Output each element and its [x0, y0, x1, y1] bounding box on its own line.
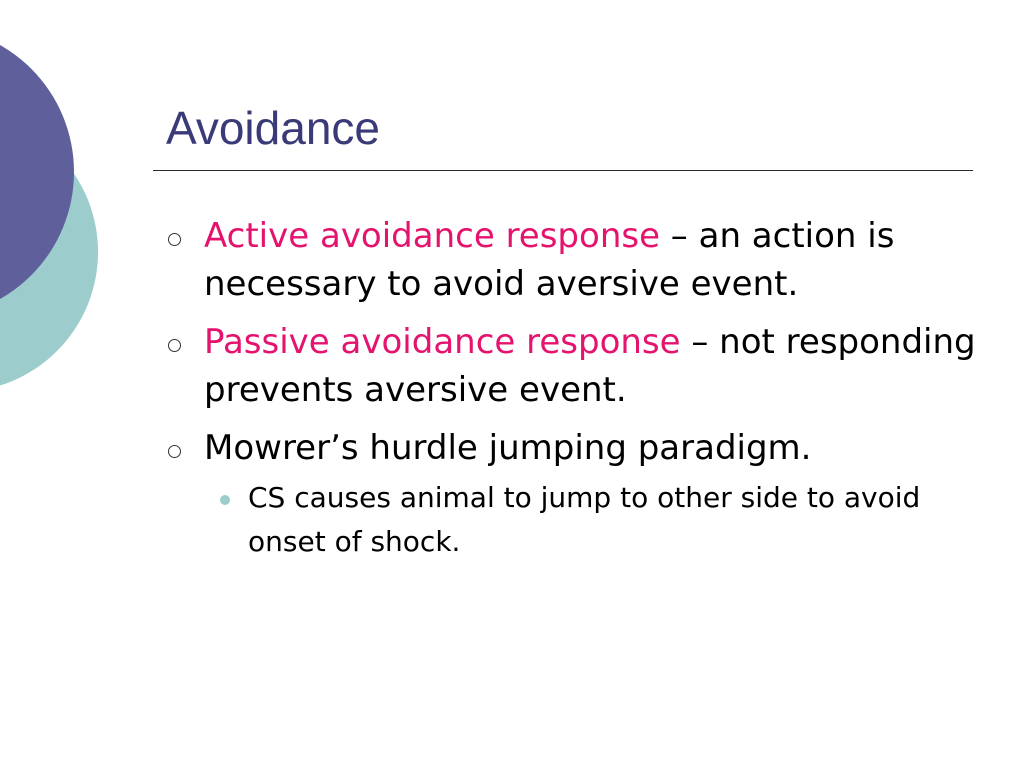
ring-bullet-icon	[168, 445, 181, 458]
highlight-term: Active avoidance response	[204, 216, 660, 256]
bullet-list	[160, 212, 980, 574]
highlight-term: Passive avoidance response	[204, 322, 681, 362]
sub-bullet-text: CS causes animal to jump to other side to avoid onset of shock.	[248, 481, 921, 558]
bullet-item-mowrer	[160, 424, 980, 564]
ring-bullet-icon	[168, 233, 181, 246]
sub-bullet-list	[204, 476, 980, 564]
slide-title: Avoidance	[166, 102, 380, 154]
title-divider	[153, 170, 973, 171]
bullet-text: – not responding prevents aversive event.	[204, 322, 976, 410]
ring-bullet-icon	[168, 339, 181, 352]
sub-bullet-item	[204, 476, 980, 564]
bullet-text: Mowrer’s hurdle jumping paradigm.	[204, 428, 812, 468]
dot-bullet-icon	[220, 495, 230, 505]
bullet-item-passive-avoidance	[160, 318, 980, 414]
bullet-text: – an action is necessary to avoid aversive event.	[204, 216, 895, 304]
decorative-circles	[0, 0, 120, 420]
bullet-item-active-avoidance	[160, 212, 980, 308]
